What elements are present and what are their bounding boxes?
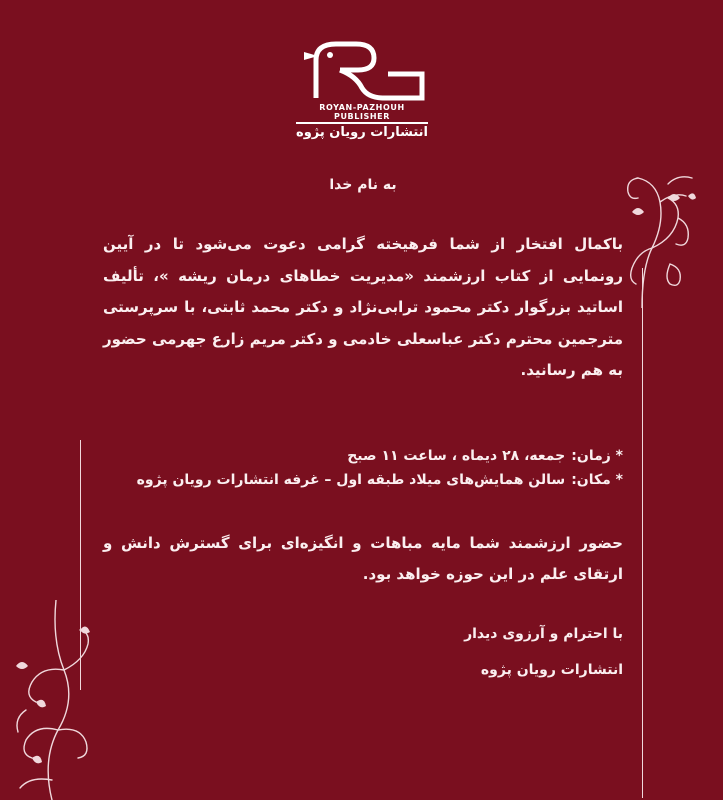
basmala-heading: به نام خدا: [329, 177, 397, 193]
floral-ornament-bottom-icon: [6, 600, 96, 800]
logo-persian-text: انتشارات رویان پژوه: [296, 122, 428, 140]
signature: انتشارات رویان پژوه: [480, 662, 623, 678]
event-place-label: * مکان:: [571, 472, 623, 488]
logo-mark-icon: [296, 40, 428, 102]
event-place-row: [103, 468, 623, 492]
closing-greeting: با احترام و آرزوی دیدار: [464, 626, 623, 642]
right-divider-line: [642, 268, 643, 798]
closing-paragraph: حضور ارزشمند شما مایه مباهات و انگیزه‌ای برای گسترش دانش و ارتقای علم در این حوزه خواهد بود.: [103, 534, 623, 583]
publisher-logo: [292, 40, 432, 140]
event-time-value: جمعه، ۲۸ دیماه ، ساعت ۱۱ صبح: [347, 448, 566, 464]
event-place-value: سالن همایش‌های میلاد طبقه اول – غرفه انتشارات رویان پژوه: [136, 472, 566, 488]
event-time-label: * زمان:: [571, 448, 623, 464]
closing-block: [103, 616, 623, 688]
logo-english-text: ROYAN-PAZHOUH PUBLISHER: [319, 103, 405, 121]
floral-ornament-icon: [608, 168, 698, 308]
invitation-paragraph: باکمال افتخار از شما فرهیخته گرامی دعوت می‌شود تا در آیین رونمایی از کتاب ارزشمند «مدیریت خطاهای درمان ریشه »، تألیف اساتید بزرگوار دکتر محمود ترابی‌نژاد و دکتر محمد ثابتی، با سرپرستی مترجمین محترم دکتر عباسعلی خادمی و دکتر مریم زارع جهرمی حضور به هم رسانید.: [103, 235, 623, 379]
event-info: [103, 444, 623, 492]
event-time-row: [103, 444, 623, 468]
